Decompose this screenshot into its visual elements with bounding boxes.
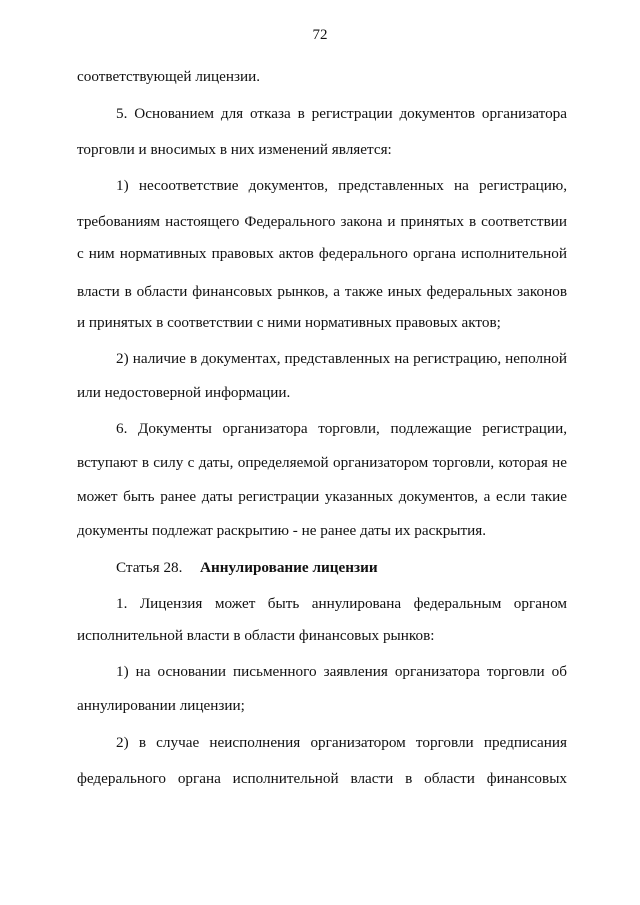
paragraph-6-line-3: может быть ранее даты регистрации указанных документов, а если такие bbox=[77, 488, 567, 505]
item-1-line-2: требованиям настоящего Федерального закона и принятых в соответствии bbox=[77, 213, 567, 230]
item-1-line-5: и принятых в соответствии с ними нормативных правовых актов; bbox=[77, 314, 501, 331]
paragraph-5-line-2: торговли и вносимых в них изменений является: bbox=[77, 141, 392, 158]
item-2-line-2: или недостоверной информации. bbox=[77, 384, 291, 401]
paragraph-5-line-1: 5. Основанием для отказа в регистрации документов организатора bbox=[116, 105, 567, 122]
article-title: Аннулирование лицензии bbox=[200, 559, 378, 576]
item-2-line-1: 2) наличие в документах, представленных на регистрацию, неполной bbox=[116, 350, 567, 367]
subitem-2-line-1: 2) в случае неисполнения организатором торговли предписания bbox=[116, 734, 567, 751]
page-number: 72 bbox=[312, 27, 328, 43]
subitem-1-line-2: аннулировании лицензии; bbox=[77, 697, 245, 714]
subitem-1-line-1: 1) на основании письменного заявления организатора торговли об bbox=[116, 663, 567, 680]
item-1-line-3: с ним нормативных правовых актов федерального органа исполнительной bbox=[77, 245, 567, 262]
clause-1-line-2: исполнительной власти в области финансовых рынков: bbox=[77, 627, 435, 644]
item-1-line-4: власти в области финансовых рынков, а также иных федеральных законов bbox=[77, 283, 567, 300]
paragraph-6-line-1: 6. Документы организатора торговли, подлежащие регистрации, bbox=[116, 420, 567, 437]
paragraph-6-line-4: документы подлежат раскрытию - не ранее даты их раскрытия. bbox=[77, 522, 487, 539]
subitem-2-line-2: федерального органа исполнительной власти в области финансовых bbox=[77, 770, 567, 787]
text-line: соответствующей лицензии. bbox=[77, 68, 261, 85]
item-1-line-1: 1) несоответствие документов, представленных на регистрацию, bbox=[116, 177, 567, 194]
paragraph-6-line-2: вступают в силу с даты, определяемой организатором торговли, которая не bbox=[77, 454, 567, 471]
clause-1-line-1: 1. Лицензия может быть аннулирована федеральным органом bbox=[116, 595, 567, 612]
article-label: Статья 28. bbox=[116, 559, 183, 576]
